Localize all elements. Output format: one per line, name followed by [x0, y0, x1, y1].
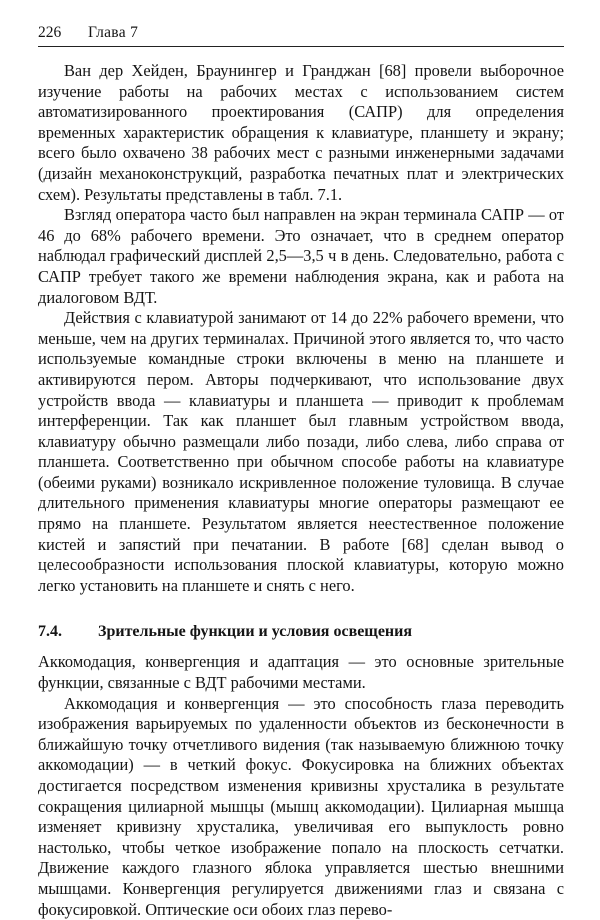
paragraph: Аккомодация и конвергенция — это способность глаза переводить изображения варьируемых по удаленности объектов из бесконечности в ближайшую точку отчетливого видения (так называемую ближнюю точку аккомодации) — в четкий фокус. Фокусировка на ближних объектах достигается посредством изменения кривизны хрусталика в результате сокращения цилиарной мышцы (мышц аккомодации). Цилиарная мышца изменяет кривизну хрусталика, увеличивая его выпуклость ровно настолько, чтобы четкое изображение попало на плоскость сетчатки. Движение каждого глазного яблока управляется шестью внешними мышцами. Конвергенция регулируется движениями глаз и связана с фокусировкой. Оптические оси обоих глаз перево- [38, 693, 564, 919]
section-heading [38, 622, 564, 642]
page-number: 226 [38, 24, 62, 41]
running-head [38, 24, 564, 47]
section-title: Зрительные функции и условия освещения [98, 623, 413, 641]
paragraph: Взгляд оператора часто был направлен на экран терминала САПР — от 46 до 68% рабочего времени. Это означает, что в среднем оператор наблюдал графический дисплей 2,5—3,5 ч в день. Следовательно, работа с САПР требует такого же времени наблюдения экрана, как и работа на диалоговом ВДТ. [38, 205, 564, 307]
body-text [38, 61, 564, 920]
paragraph: Действия с клавиатурой занимают от 14 до 22% рабочего времени, что меньше, чем на других терминалах. Причиной этого является то, что часто используемые командные строки включены в меню на планшете и активируются пером. Авторы подчеркивают, что использование двух устройств ввода — клавиатуры и планшета — приводит к проблемам интерференции. Так как планшет был главным устройством ввода, клавиатуру обычно размещали либо позади, либо слева, либо справа от планшета. Соответственно при обычном способе работы на клавиатуре (обеими руками) возникало искривленное положение туловища. В случае длительного применения клавиатуры многие операторы размещают ее прямо на планшете. Результатом является неестественное положение кистей и запястий при печатании. В работе [68] сделан вывод о целесообразности использования плоской клавиатуры, которую можно легко установить на планшете и снять с него. [38, 308, 564, 595]
chapter-title: Глава 7 [88, 24, 139, 41]
book-page [38, 24, 564, 920]
paragraph: Ван дер Хейден, Браунингер и Гранджан [68] провели выборочное изучение работы на рабочих местах с использованием систем автоматизированного проектирования (САПР) для определения временных характеристик обращения к клавиатуре, планшету и экрану; всего было охвачено 38 рабочих мест с разными инженерными задачами (дизайн механоконструкций, разработка печатных плат и электрических схем). Результаты представлены в табл. 7.1. [38, 61, 564, 204]
section-number: 7.4. [38, 623, 62, 641]
paragraph: Аккомодация, конвергенция и адаптация — это основные зрительные функции, связанные с ВДТ рабочими местами. [38, 652, 564, 693]
